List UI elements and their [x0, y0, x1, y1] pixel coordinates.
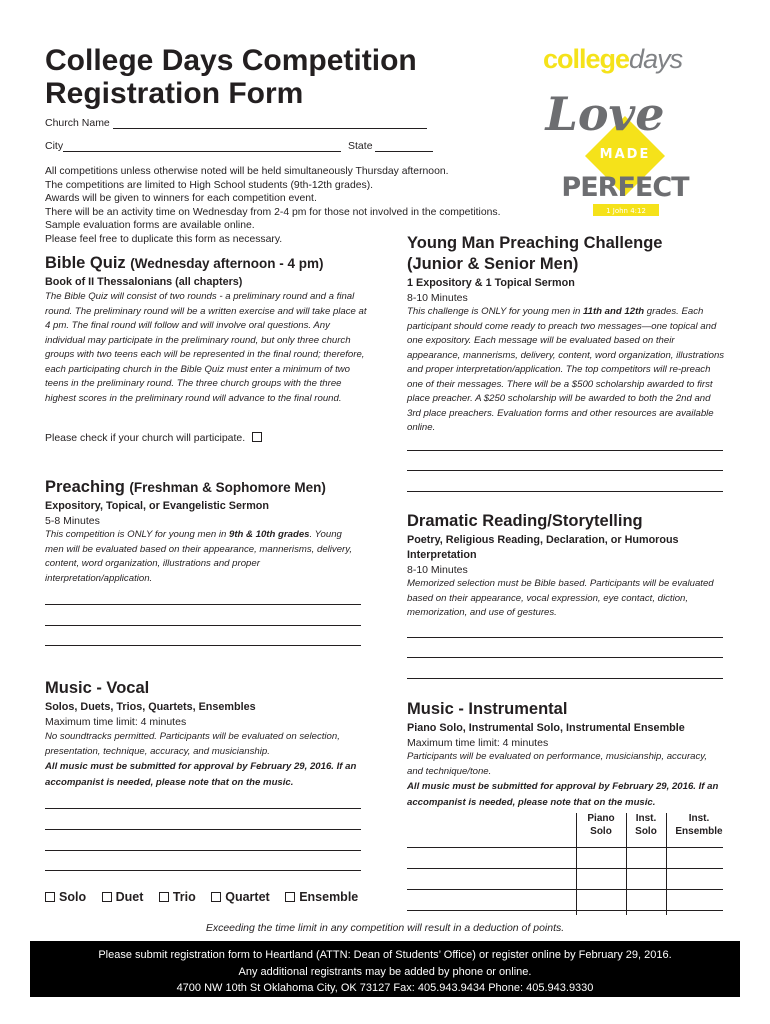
duet-checkbox[interactable]: [102, 892, 112, 902]
logo-days: days: [629, 44, 683, 74]
college-days-logo: [543, 44, 703, 224]
music-inst-heading: Music - Instrumental: [407, 700, 568, 718]
dramatic-desc: Memorized selection must be Bible based. Participants will be evaluated based on their appearance, vocal expression, eye contact, diction, memorization, and use of gestures.: [407, 578, 714, 618]
young-man-desc: This challenge is ONLY for young men in 11th and 12th grades. Each participant should come ready to preach two messages—one topical and one expository. Each message will be evaluated based on their appearance, mannerisms, delivery, content, word organization, illustrations and proper interpretation/application. The top competitors will re-preach one of their messages. There will be a $500 scholarship awarded to first place preacher. A $250 scholarship will be awarded to both the 2nd and 3rd place preachers. Evaluation forms and other resources are available online.: [407, 306, 725, 433]
young-man-line-3[interactable]: [407, 491, 723, 492]
bible-quiz-desc: The Bible Quiz will consist of two rounds - a preliminary round and a final round. The preliminary round will be a written exercise and will take place at 4 pm. The final round will follow and will involve oral questions. Any individual may participate in the preliminary round, but only three church groups with two teens each will be represented in the final round; therefore, each participating church in the Bible Quiz must enter a minimum of two teens in the preliminary round. The three church groups with the three highest scores in the preliminary round will advance to the final round.: [45, 291, 367, 404]
bible-quiz-sub: (Wednesday afternoon - 4 pm): [130, 256, 324, 271]
solo-checkbox[interactable]: [45, 892, 55, 902]
logo-verse: 1 John 4:12: [606, 207, 646, 215]
logo-perfect: PERFECT: [561, 172, 689, 203]
trio-checkbox[interactable]: [159, 892, 169, 902]
time-limit-note: Exceeding the time limit in any competition will result in a deduction of points.: [205, 922, 565, 934]
footer-banner: [30, 941, 740, 997]
bible-quiz-heading: Bible Quiz: [45, 254, 126, 272]
dramatic-line-2[interactable]: [407, 657, 723, 658]
vocal-line-3[interactable]: [45, 850, 361, 851]
music-inst-bold: All music must be submitted for approval by February 29, 2016. If an accompanist is needed, please note that on the music.: [407, 781, 719, 808]
preaching-type: Expository, Topical, or Evangelistic Sermon: [45, 500, 269, 512]
bible-quiz-check-label: Please check if your church will participate.: [45, 432, 246, 444]
option-solo[interactable]: Solo: [45, 890, 86, 904]
col-inst-solo: Inst. Solo: [635, 813, 657, 837]
footer-line-1: Please submit registration form to Heartland (ATTN: Dean of Students’ Office) or register online by February 29, 2016.: [98, 949, 672, 961]
young-man-time: 8-10 Minutes: [407, 292, 468, 304]
grid-vline-3: [666, 813, 667, 915]
quartet-checkbox[interactable]: [211, 892, 221, 902]
young-man-heading-2: (Junior & Senior Men): [407, 255, 579, 273]
music-inst-section: [407, 700, 727, 810]
intro-line: There will be an activity time on Wednesday from 2-4 pm for those not involved in the competitions.: [45, 206, 501, 218]
young-man-section: [407, 234, 727, 436]
dramatic-types: Poetry, Religious Reading, Declaration, or Humorous Interpretation: [407, 534, 679, 561]
dramatic-line-3[interactable]: [407, 678, 723, 679]
dramatic-section: [407, 512, 727, 621]
vocal-line-1[interactable]: [45, 808, 361, 809]
state-field[interactable]: [375, 140, 433, 152]
music-vocal-section: [45, 679, 365, 790]
option-quartet[interactable]: Quartet: [211, 890, 269, 904]
col-piano-solo: Piano Solo: [587, 813, 615, 837]
music-inst-time: Maximum time limit: 4 minutes: [407, 737, 549, 749]
love-made-perfect-graphic: [543, 44, 703, 224]
church-name-label: Church Name: [45, 117, 110, 129]
music-inst-types: Piano Solo, Instrumental Solo, Instrumental Ensemble: [407, 722, 685, 734]
bible-quiz-checkbox[interactable]: [252, 432, 262, 442]
young-man-line-2[interactable]: [407, 470, 723, 471]
preaching-heading: Preaching: [45, 478, 125, 496]
footer-line-2: Any additional registrants may be added by phone or online.: [238, 965, 532, 978]
vocal-line-4[interactable]: [45, 870, 361, 871]
inst-line-4[interactable]: [407, 910, 723, 911]
city-field[interactable]: [45, 140, 433, 152]
preaching-line-1[interactable]: [45, 604, 361, 605]
option-ensemble[interactable]: Ensemble: [285, 890, 358, 904]
logo-made: MADE: [599, 147, 651, 162]
city-label: City: [45, 140, 64, 152]
dramatic-line-1[interactable]: [407, 637, 723, 638]
grid-vline-2: [626, 813, 627, 915]
preaching-section: [45, 478, 365, 586]
bible-quiz-section: [45, 254, 370, 406]
inst-line-3[interactable]: [407, 889, 723, 890]
vocal-line-2[interactable]: [45, 829, 361, 830]
intro-line: All competitions unless otherwise noted will be held simultaneously Thursday afternoon.: [45, 166, 449, 177]
vocal-options: [45, 890, 370, 904]
preaching-time: 5-8 Minutes: [45, 515, 100, 527]
logo-love: Love: [545, 87, 665, 141]
preaching-sub: (Freshman & Sophomore Men): [129, 480, 326, 495]
intro-line: Sample evaluation forms are available online.: [45, 220, 255, 231]
inst-line-2[interactable]: [407, 868, 723, 869]
dramatic-heading: Dramatic Reading/Storytelling: [407, 512, 643, 530]
preaching-line-3[interactable]: [45, 645, 361, 646]
music-vocal-bold: All music must be submitted for approval by February 29, 2016. If an accompanist is needed, please note that on the music.: [45, 761, 357, 788]
bible-quiz-check[interactable]: [45, 431, 266, 445]
option-duet[interactable]: Duet: [102, 890, 144, 904]
logo-college: college: [543, 44, 630, 74]
music-vocal-heading: Music - Vocal: [45, 679, 150, 697]
church-name-field[interactable]: [45, 117, 427, 129]
grid-vline-1: [576, 813, 577, 915]
intro-line: Awards will be given to winners for each competition event.: [45, 193, 317, 204]
col-inst-ensemble: Inst. Ensemble: [675, 813, 723, 837]
bible-quiz-book: Book of II Thessalonians (all chapters): [45, 276, 243, 288]
preaching-desc: This competition is ONLY for young men in 9th & 10th grades. Young men will be evaluated based on their appearance, mannerisms, delivery, content, word organization, illustrations and proper interpretation/application.: [45, 529, 352, 584]
young-man-heading-1: Young Man Preaching Challenge: [407, 234, 663, 252]
preaching-line-2[interactable]: [45, 625, 361, 626]
young-man-line-1[interactable]: [407, 450, 723, 451]
intro-line: Please feel free to duplicate this form as necessary.: [45, 233, 283, 245]
ensemble-checkbox[interactable]: [285, 892, 295, 902]
inst-line-1[interactable]: [407, 847, 723, 848]
page-title: College Days Competition Registration Form: [45, 44, 417, 110]
music-vocal-time: Maximum time limit: 4 minutes: [45, 716, 187, 728]
young-man-type: 1 Expository & 1 Topical Sermon: [407, 277, 575, 289]
music-vocal-desc: No soundtracks permitted. Participants will be evaluated on selection, presentation, technique, accuracy, and musicianship.: [45, 731, 340, 757]
dramatic-time: 8-10 Minutes: [407, 564, 468, 576]
option-trio[interactable]: Trio: [159, 890, 196, 904]
intro-line: The competitions are limited to High School students (9th-12th grades).: [45, 179, 374, 191]
music-inst-desc: Participants will be evaluated on performance, musicianship, accuracy, and technique/tone.: [407, 751, 708, 777]
state-label: State: [348, 140, 373, 152]
music-vocal-types: Solos, Duets, Trios, Quartets, Ensembles: [45, 701, 256, 713]
footer-line-3: 4700 NW 10th St Oklahoma City, OK 73127 Fax: 405.943.9434 Phone: 405.943.9330: [176, 982, 594, 994]
